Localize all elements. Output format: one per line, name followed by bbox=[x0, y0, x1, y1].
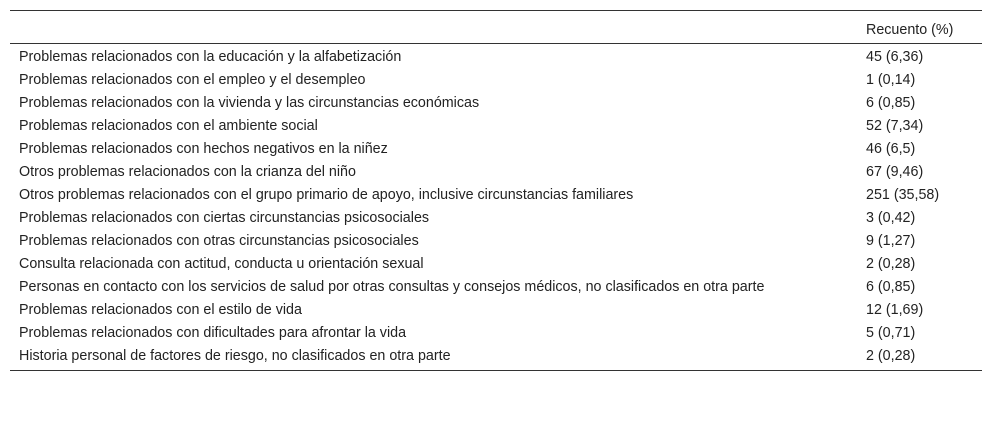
row-count: 67 (9,46) bbox=[866, 164, 924, 180]
table-row bbox=[10, 115, 982, 138]
row-count: 9 (1,27) bbox=[866, 233, 916, 249]
table-row bbox=[10, 44, 982, 69]
row-count: 251 (35,58) bbox=[866, 187, 940, 203]
row-label: Problemas relacionados con la educación y la alfabetización bbox=[19, 49, 402, 65]
row-count: 52 (7,34) bbox=[866, 118, 924, 134]
row-label: Problemas relacionados con el empleo y el desempleo bbox=[19, 72, 366, 88]
row-count: 6 (0,85) bbox=[866, 95, 916, 111]
table-header bbox=[10, 11, 982, 44]
row-label: Problemas relacionados con hechos negativos en la niñez bbox=[19, 141, 388, 157]
row-label: Otros problemas relacionados con el grupo primario de apoyo, inclusive circunstancias familiares bbox=[19, 187, 634, 203]
table-row bbox=[10, 230, 982, 253]
table-row bbox=[10, 322, 982, 345]
row-label: Problemas relacionados con otras circunstancias psicosociales bbox=[19, 233, 419, 249]
header-count-column: Recuento (%) bbox=[862, 11, 982, 44]
row-count: 5 (0,71) bbox=[866, 325, 916, 341]
table-row bbox=[10, 161, 982, 184]
row-label: Problemas relacionados con el ambiente social bbox=[19, 118, 318, 134]
row-count: 6 (0,85) bbox=[866, 279, 916, 295]
table-row bbox=[10, 299, 982, 322]
table-row bbox=[10, 253, 982, 276]
table-row bbox=[10, 69, 982, 92]
row-label: Historia personal de factores de riesgo, no clasificados en otra parte bbox=[10, 345, 862, 371]
row-count: 2 (0,28) bbox=[866, 256, 916, 272]
table-row bbox=[10, 92, 982, 115]
row-count: 3 (0,42) bbox=[866, 210, 916, 226]
row-label: Problemas relacionados con ciertas circunstancias psicosociales bbox=[19, 210, 430, 226]
row-label: Otros problemas relacionados con la crianza del niño bbox=[19, 164, 356, 180]
row-label: Problemas relacionados con dificultades para afrontar la vida bbox=[19, 325, 407, 341]
header-row bbox=[10, 11, 982, 44]
table-row bbox=[10, 207, 982, 230]
table-body bbox=[10, 44, 982, 371]
row-label: Problemas relacionados con el estilo de vida bbox=[19, 302, 302, 318]
table-row bbox=[10, 345, 982, 371]
header-label-column bbox=[10, 11, 862, 44]
data-table-container bbox=[10, 10, 982, 371]
row-count: 12 (1,69) bbox=[866, 302, 924, 318]
row-label: Problemas relacionados con la vivienda y las circunstancias económicas bbox=[19, 95, 480, 111]
row-label: Consulta relacionada con actitud, conducta u orientación sexual bbox=[19, 256, 424, 272]
table-row bbox=[10, 276, 982, 299]
row-count: 45 (6,36) bbox=[866, 49, 924, 65]
row-count: 2 (0,28) bbox=[862, 345, 982, 371]
table-row bbox=[10, 184, 982, 207]
row-label: Personas en contacto con los servicios de salud por otras consultas y consejos médicos, no clasificados en otra parte bbox=[19, 279, 765, 295]
table-row bbox=[10, 138, 982, 161]
row-count: 46 (6,5) bbox=[866, 141, 916, 157]
row-count: 1 (0,14) bbox=[866, 72, 916, 88]
data-table bbox=[10, 10, 982, 371]
